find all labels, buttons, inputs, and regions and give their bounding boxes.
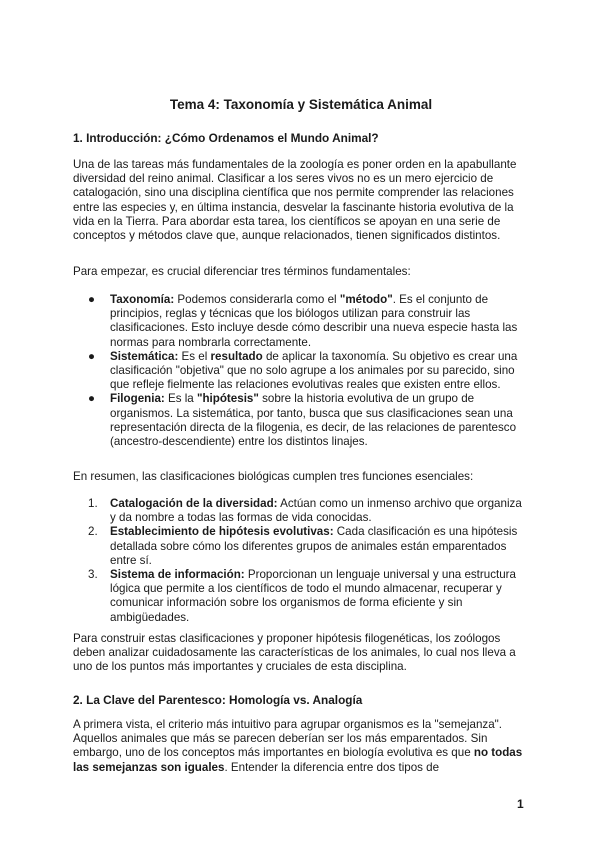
term-label: Sistema de información: xyxy=(110,568,245,582)
term-label: Catalogación de la diversidad: xyxy=(110,497,278,510)
section-1-closing: Para construir estas clasificaciones y proponer hipótesis filogenéticas, los zoólogos deben analizar cuidadosamente las características de los animales, lo cual nos lleva a uno de los puntos más importantes y cruciales de esta disciplina. xyxy=(73,632,516,674)
section-2-heading: 2. La Clave del Parentesco: Homología vs. Analogía xyxy=(73,693,363,707)
page-number: 1 xyxy=(517,797,524,811)
list-number: 3. xyxy=(88,568,98,582)
emphasis: resultado xyxy=(210,349,263,363)
list-item xyxy=(73,350,529,393)
list-number: 2. xyxy=(88,525,98,539)
definitions-list xyxy=(73,293,529,449)
text: . Es el conjunto de principios, reglas y técnicas que los biólogos utilizan para construir las clasificaciones. Esto incluye desde cómo describir una nueva especie hasta las normas para nombrarla correctamente. xyxy=(110,293,518,349)
list-item xyxy=(73,568,529,625)
term-label: Establecimiento de hipótesis evolutivas: xyxy=(110,525,334,539)
section-2-paragraph xyxy=(73,718,529,775)
bullet-icon: ● xyxy=(88,392,96,406)
section-1-lead: Para empezar, es crucial diferenciar tres términos fundamentales: xyxy=(73,265,411,278)
text: sobre la historia evolutiva de un grupo de organismos. La sistemática, por tanto, busca que sus clasificaciones sean una representación directa de la filogenia, es decir, de las relaciones de parentesco (ancestro-descendiente) entre los distintos linajes. xyxy=(110,392,517,449)
text: Es la xyxy=(164,392,197,406)
text: Proporcionan un lenguaje universal y una estructura lógica que permite a los científicos de todo el mundo almacenar, recuperar y comunicar información sobre los organismos de forma eficiente y sin ambigüedades. xyxy=(110,568,516,624)
text: Podemos considerarla como el xyxy=(174,293,340,306)
bullet-icon: ● xyxy=(88,293,96,306)
text: A primera vista, el criterio más intuitivo para agrupar organismos es la "semejanza". Aquellos animales que más se parecen deberían ser los más emparentados. Sin embargo, uno de los conceptos más importantes en biología evolutiva es que xyxy=(73,718,503,760)
term-label: Sistemática: xyxy=(110,349,179,363)
emphasis: no todas las semejanzas son iguales xyxy=(73,746,523,774)
emphasis: "hipótesis" xyxy=(196,392,259,406)
text: de aplicar la taxonomía. Su objetivo es crear una clasificación "objetiva" que no solo agrupe a los animales por su parecido, sino que refleje fielmente las relaciones evolutivas reales que existen entre ellos. xyxy=(110,349,518,392)
text: Es el xyxy=(178,349,211,363)
term-label: Taxonomía: xyxy=(110,293,175,306)
functions-list xyxy=(73,497,529,625)
bullet-icon: ● xyxy=(88,349,96,363)
term-label: Filogenia: xyxy=(110,392,165,406)
section-1-heading: 1. Introducción: ¿Cómo Ordenamos el Mundo Animal? xyxy=(73,131,379,145)
list-number: 1. xyxy=(88,497,98,510)
text: Actúan como un inmenso archivo que organiza y da nombre a todas las formas de vida conocidas. xyxy=(110,497,522,525)
list-item xyxy=(73,293,529,350)
text: Cada clasificación es una hipótesis detallada sobre cómo los diferentes grupos de animales están emparentados entre sí. xyxy=(110,525,518,567)
list-item xyxy=(73,525,529,568)
list-item xyxy=(73,392,529,449)
emphasis: "método" xyxy=(339,293,393,306)
section-1-intro: Una de las tareas más fundamentales de la zoología es poner orden en la apabullante diversidad del reino animal. Clasificar a los seres vivos no es un mero ejercicio de catalogación, sino una disciplina científica que nos permite comprender las relaciones entre las especies y, en última instancia, desvelar la fascinante historia evolutiva de la vida en la Tierra. Para abordar esta tarea, los científicos se apoyan en una serie de conceptos y métodos clave que, aunque relacionados, tienen significados distintos. xyxy=(73,158,517,243)
page-title: Tema 4: Taxonomía y Sistemática Animal xyxy=(169,97,433,112)
list-item xyxy=(73,497,529,525)
summary-lead: En resumen, las clasificaciones biológicas cumplen tres funciones esenciales: xyxy=(73,470,474,483)
text: . Entender la diferencia entre dos tipos de xyxy=(224,760,440,774)
